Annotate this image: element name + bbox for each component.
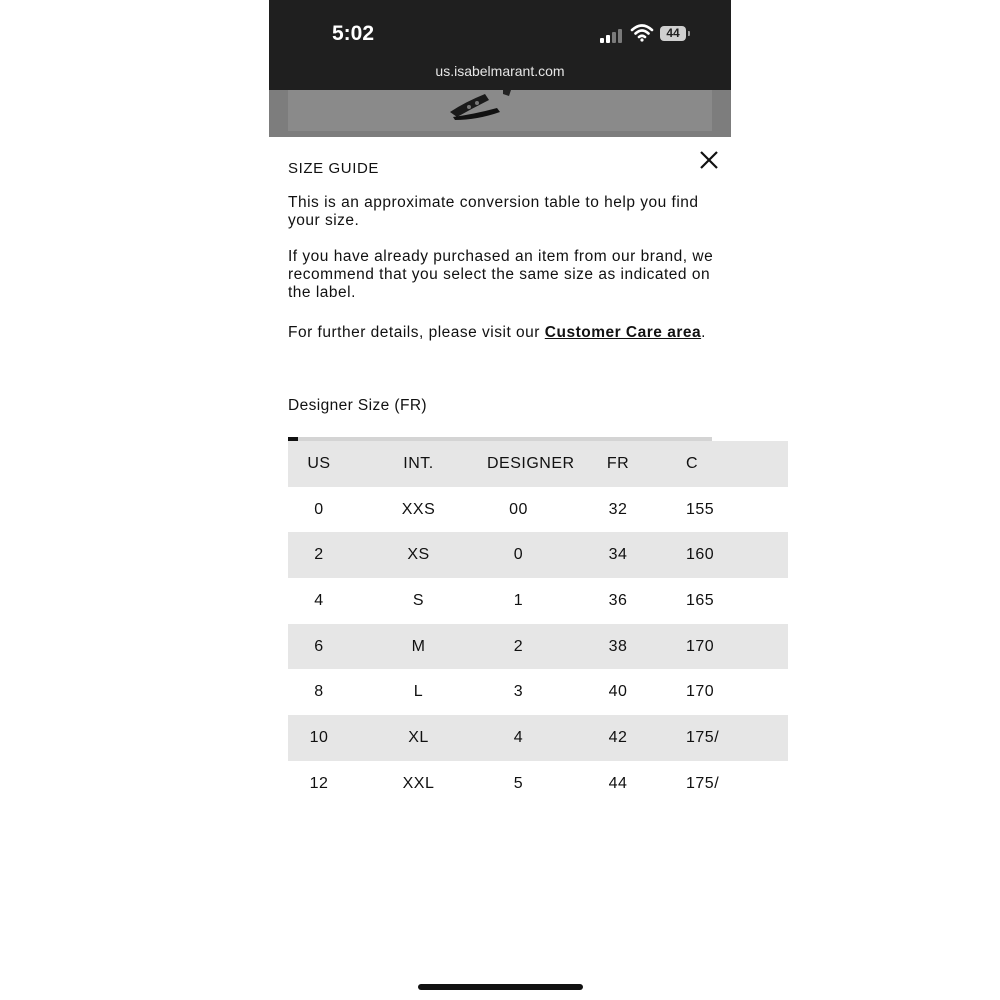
home-indicator[interactable] [418, 984, 583, 990]
cell-int: XXS [401, 500, 436, 518]
cell-c: 160 [686, 546, 715, 564]
cell-int: S [412, 591, 425, 609]
intro-text: This is an approximate conversion table to help you find your size. [288, 194, 699, 229]
table-row [288, 532, 788, 578]
table-row [288, 624, 788, 670]
cell-us: 10 [309, 728, 329, 746]
table-row [288, 487, 788, 533]
cell-int: XXL [402, 774, 435, 792]
cell-int: M [411, 637, 426, 655]
cell-us: 0 [314, 500, 324, 518]
cell-us: 6 [314, 637, 324, 655]
cell-fr: 42 [608, 728, 628, 746]
battery-icon: 44 [660, 26, 686, 41]
cell-fr: 36 [608, 591, 628, 609]
table-row [288, 669, 788, 715]
table-header-row [288, 441, 788, 487]
table-row [288, 578, 788, 624]
cell-designer: 1 [513, 591, 524, 609]
cell-us: 8 [314, 683, 324, 701]
header-fr: FR [606, 454, 630, 472]
header-int: INT. [403, 454, 434, 472]
recommendation-text: If you have already purchased an item from our brand, we recommend that you select the same size as indicated on the label. [288, 248, 714, 301]
sandal-image [445, 90, 515, 120]
cell-c: 165 [686, 591, 715, 609]
phone-screen [269, 0, 731, 1000]
wifi-icon [631, 24, 653, 42]
cell-fr: 38 [608, 637, 628, 655]
table-row [288, 715, 788, 761]
cell-designer: 4 [513, 728, 524, 746]
cell-designer: 5 [513, 774, 524, 792]
customer-care-text [288, 321, 718, 344]
size-table-container[interactable] [288, 441, 720, 809]
status-time: 5:02 [332, 22, 375, 45]
cell-c: 170 [686, 683, 715, 701]
cell-c: 175/ [686, 728, 720, 746]
customer-care-link[interactable]: Customer Care area [544, 324, 702, 341]
cell-us: 12 [309, 774, 329, 792]
cell-designer: 0 [513, 546, 524, 564]
table-row [288, 761, 788, 807]
cell-int: XS [407, 546, 430, 564]
cell-c: 170 [686, 637, 715, 655]
cell-int: XL [408, 728, 429, 746]
cell-fr: 44 [608, 774, 628, 792]
url-bar[interactable]: us.isabelmarant.com [435, 63, 565, 79]
cell-int: L [413, 683, 424, 701]
cell-designer: 00 [509, 500, 528, 518]
customer-care-prefix: For further details, please visit our [288, 324, 545, 341]
cell-designer: 3 [513, 683, 524, 701]
cell-us: 2 [314, 546, 324, 564]
header-designer: DESIGNER [487, 454, 575, 472]
cell-fr: 40 [608, 683, 628, 701]
dimmed-product-image[interactable] [269, 90, 731, 137]
header-c: C [686, 454, 699, 472]
section-label: Designer Size (FR) [288, 397, 427, 414]
header-us: US [307, 454, 331, 472]
cell-fr: 32 [608, 500, 628, 518]
cell-c: 175/ [686, 774, 720, 792]
cell-fr: 34 [608, 546, 628, 564]
customer-care-suffix: . [701, 324, 706, 341]
cell-us: 4 [314, 591, 324, 609]
close-icon[interactable] [697, 148, 721, 172]
cellular-signal-icon [600, 27, 624, 43]
cell-designer: 2 [513, 637, 524, 655]
cell-c: 155 [686, 500, 715, 518]
status-and-url-bar [269, 0, 731, 90]
size-table [288, 441, 788, 807]
modal-title: SIZE GUIDE [288, 160, 380, 177]
